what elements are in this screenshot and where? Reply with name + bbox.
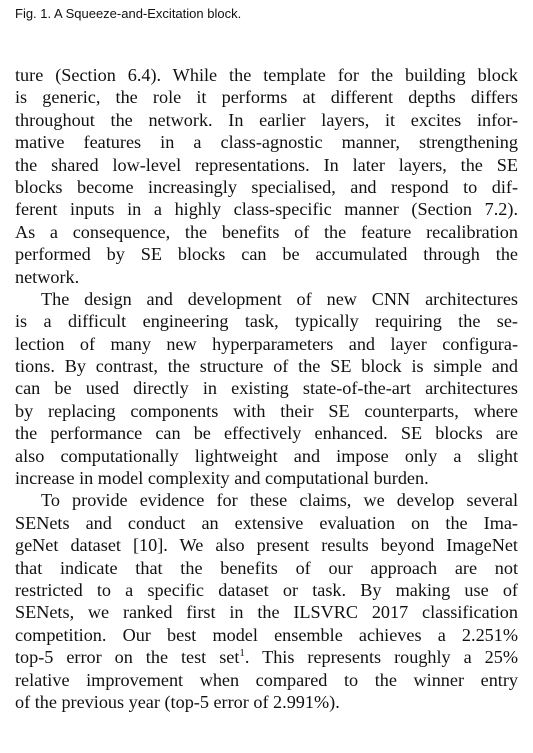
text-line: network. bbox=[15, 266, 80, 287]
text-line bbox=[15, 646, 518, 668]
paragraph bbox=[15, 288, 518, 490]
text-line: by replacing components with their SE counterparts, where bbox=[15, 400, 518, 421]
text-segment: . This represents roughly a 25% bbox=[244, 647, 518, 668]
text-line: blocks become increasingly specialised, and respond to dif- bbox=[15, 176, 518, 197]
text-line: SENets and conduct an extensive evaluation on the Ima- bbox=[15, 512, 518, 533]
text-segment: top-5 error on the test set bbox=[15, 647, 240, 668]
text-line: To provide evidence for these claims, we develop several bbox=[41, 490, 518, 511]
text-line: mative features in a class-agnostic manner, strengthening bbox=[15, 132, 518, 153]
text-line: competition. Our best model ensemble achieves a 2.251% bbox=[15, 624, 518, 645]
body-text bbox=[15, 64, 518, 713]
text-line: is a difficult engineering task, typically requiring the se- bbox=[15, 311, 518, 332]
text-line: SENets, we ranked first in the ILSVRC 2017 classification bbox=[15, 602, 518, 623]
paragraph bbox=[15, 64, 518, 288]
text-line: throughout the network. In earlier layers, it excites infor- bbox=[15, 109, 518, 130]
text-line: The design and development of new CNN architectures bbox=[41, 288, 518, 309]
text-line: restricted to a specific dataset or task. By making use of bbox=[15, 579, 518, 600]
text-line: geNet dataset [10]. We also present results beyond ImageNet bbox=[15, 535, 518, 556]
text-line: also computationally lightweight and impose only a slight bbox=[15, 445, 518, 466]
text-line: is generic, the role it performs at different depths differs bbox=[15, 87, 518, 108]
footnote-marker: 1 bbox=[239, 647, 245, 660]
text-line: increase in model complexity and computational burden. bbox=[15, 468, 429, 489]
paragraph bbox=[15, 489, 518, 713]
figure-caption: Fig. 1. A Squeeze-and-Excitation block. bbox=[15, 6, 242, 21]
text-line: As a consequence, the benefits of the feature recalibration bbox=[15, 221, 518, 242]
text-line: tions. By contrast, the structure of the SE block is simple and bbox=[15, 356, 518, 377]
text-line: lection of many new hyperparameters and layer configura- bbox=[15, 333, 518, 354]
text-line: the performance can be effectively enhanced. SE blocks are bbox=[15, 423, 518, 444]
text-line: performed by SE blocks can be accumulated through the bbox=[15, 244, 518, 265]
text-line: ture (Section 6.4). While the template for the building block bbox=[15, 65, 518, 85]
text-line: relative improvement when compared to the winner entry bbox=[15, 669, 518, 690]
text-line: of the previous year (top-5 error of 2.991%). bbox=[15, 691, 340, 712]
text-line: can be used directly in existing state-of-the-art architectures bbox=[15, 378, 518, 399]
text-line: that indicate that the benefits of our approach are not bbox=[15, 557, 518, 578]
text-line: the shared low-level representations. In later layers, the SE bbox=[15, 154, 518, 175]
text-line: ferent inputs in a highly class-specific manner (Section 7.2). bbox=[15, 199, 518, 220]
